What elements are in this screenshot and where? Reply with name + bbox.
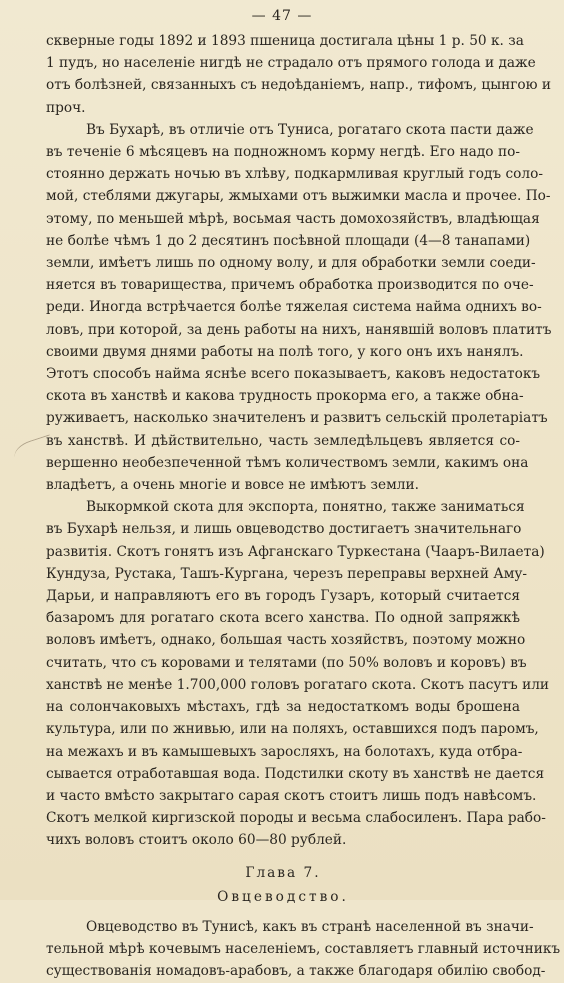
text-line: скверные годы 1892 и 1893 пшеница достигала цѣны 1 р. 50 к. за	[46, 33, 524, 49]
text-line: не болѣе чѣмъ 1 до 2 десятинъ посѣвной площади (4—8 танапами)	[46, 232, 531, 249]
text-line: ловъ, при которой, за день работы на нихъ, нанявшiй воловъ платитъ	[46, 321, 552, 338]
text-line: культура, или по жнивью, или на поляхъ, оставшихся подъ паромъ,	[46, 721, 539, 738]
text-line: базаромъ для рогатаго скота всего ханства. По одной запряжкѣ	[46, 610, 520, 627]
text-line: на межахъ и въ камышевыхъ заросляхъ, на болотахъ, куда отбра-	[46, 743, 523, 760]
text-line: сывается отработавшая вода. Подстилки скоту въ ханствѣ не дается	[46, 765, 545, 782]
text-line: развитiя. Скотъ гонятъ изъ Афганскаго Туркестана (Чааръ-Вилаета)	[46, 543, 545, 560]
text-line: земли, имѣетъ лишь по одному волу, и для обработки земли соеди-	[46, 255, 536, 272]
text-line: воловъ имѣетъ, однако, большая часть хозяйствъ, поэтому можно	[46, 632, 526, 649]
text-line: руживаетъ, насколько значителенъ и развитъ сельскiй пролетарiатъ	[46, 410, 548, 427]
text-line: Дарьи, и направляютъ его въ городъ Гузаръ, который считается	[46, 588, 520, 605]
text-line: Выкормкой скота для экспорта, понятно, также заниматься	[86, 499, 525, 516]
text-line: этому, по меньшей мѣрѣ, восьмая часть домохозяйствъ, владѣющая	[46, 210, 540, 227]
text-line: въ ханствѣ. И дѣйствительно, часть земледѣльцевъ является со-	[46, 432, 520, 449]
text-line: на солончаковыхъ мѣстахъ, гдѣ за недостаткомъ воды брошена	[46, 699, 520, 716]
text-line: 1 пудъ, но населенiе нигдѣ не страдало отъ прямого голода и даже	[46, 55, 536, 72]
text-line: скота въ ханствѣ и какова трудность прокорма его, а также обна-	[46, 388, 524, 405]
text-line: Кундуза, Рустака, Ташъ-Кургана, черезъ переправы верхней Аму-	[46, 565, 528, 582]
text-line: чихъ воловъ стоитъ около 60—80 рублей.	[46, 832, 347, 849]
text-line: Этотъ способъ найма яснѣе всего показываетъ, каковъ недостатокъ	[46, 366, 541, 383]
text-line: считать, что съ коровами и телятами (по 50% воловъ и коровъ) въ	[46, 654, 527, 671]
text-line: и часто вмѣсто закрытаго сарая скотъ стоитъ лишь подъ навѣсомъ.	[46, 787, 537, 804]
page-number: — 47 —	[251, 8, 313, 24]
text-line: проч.	[46, 99, 86, 116]
text-line: Овцеводство въ Тунисѣ, какъ въ странѣ населенной въ значи-	[86, 918, 534, 935]
text-line: въ Бухарѣ нельзя, и лишь овцеводство достигаетъ значительнаго	[46, 521, 522, 538]
chapter-heading: Глава 7.	[245, 864, 321, 881]
text-line: няется въ товарищества, причемъ обработка производится по оче-	[46, 277, 534, 294]
text-line: мой, стеблями джугары, жмыхами отъ выжимки масла и прочее. По-	[46, 188, 551, 205]
text-line: существованiя номадовъ-арабовъ, а также благодаря обилiю свобод-	[46, 963, 546, 980]
text-line: владѣетъ, а очень многiе и вовсе не имѣютъ земли.	[46, 477, 419, 494]
text-line: отъ болѣзней, связанныхъ съ недоѣданiемъ, напр., тифомъ, цынгою и	[46, 77, 552, 94]
text-line: реди. Иногда встрѣчается болѣе тяжелая система найма однихъ во-	[46, 299, 542, 316]
text-line: Въ Бухарѣ, въ отличiе отъ Туниса, рогатаго скота пасти даже	[86, 121, 534, 138]
body-text	[46, 30, 561, 983]
text-line: Скотъ мелкой киргизской породы и весьма слабосиленъ. Пара рабо-	[46, 810, 546, 827]
text-line: стоянно держать ночью въ хлѣву, подкармливая круглый годъ соло-	[46, 166, 543, 183]
text-line: въ теченiе 6 мѣсяцевъ на подножномъ корму негдѣ. Его надо по-	[46, 144, 520, 161]
text-line: своими двумя днями работы на полѣ того, у кого онъ ихъ нанялъ.	[46, 343, 524, 360]
chapter-title: Овцеводство.	[217, 888, 349, 905]
text-line: вершенно необезпеченной тѣмъ количествомъ земли, какимъ она	[46, 454, 529, 471]
text-line: тельной мѣрѣ кочевымъ населенiемъ, составляетъ главный источникъ	[46, 941, 561, 958]
text-line: ханствѣ не менѣе 1.700,000 головъ рогатаго скота. Скотъ пасутъ или	[46, 676, 550, 693]
